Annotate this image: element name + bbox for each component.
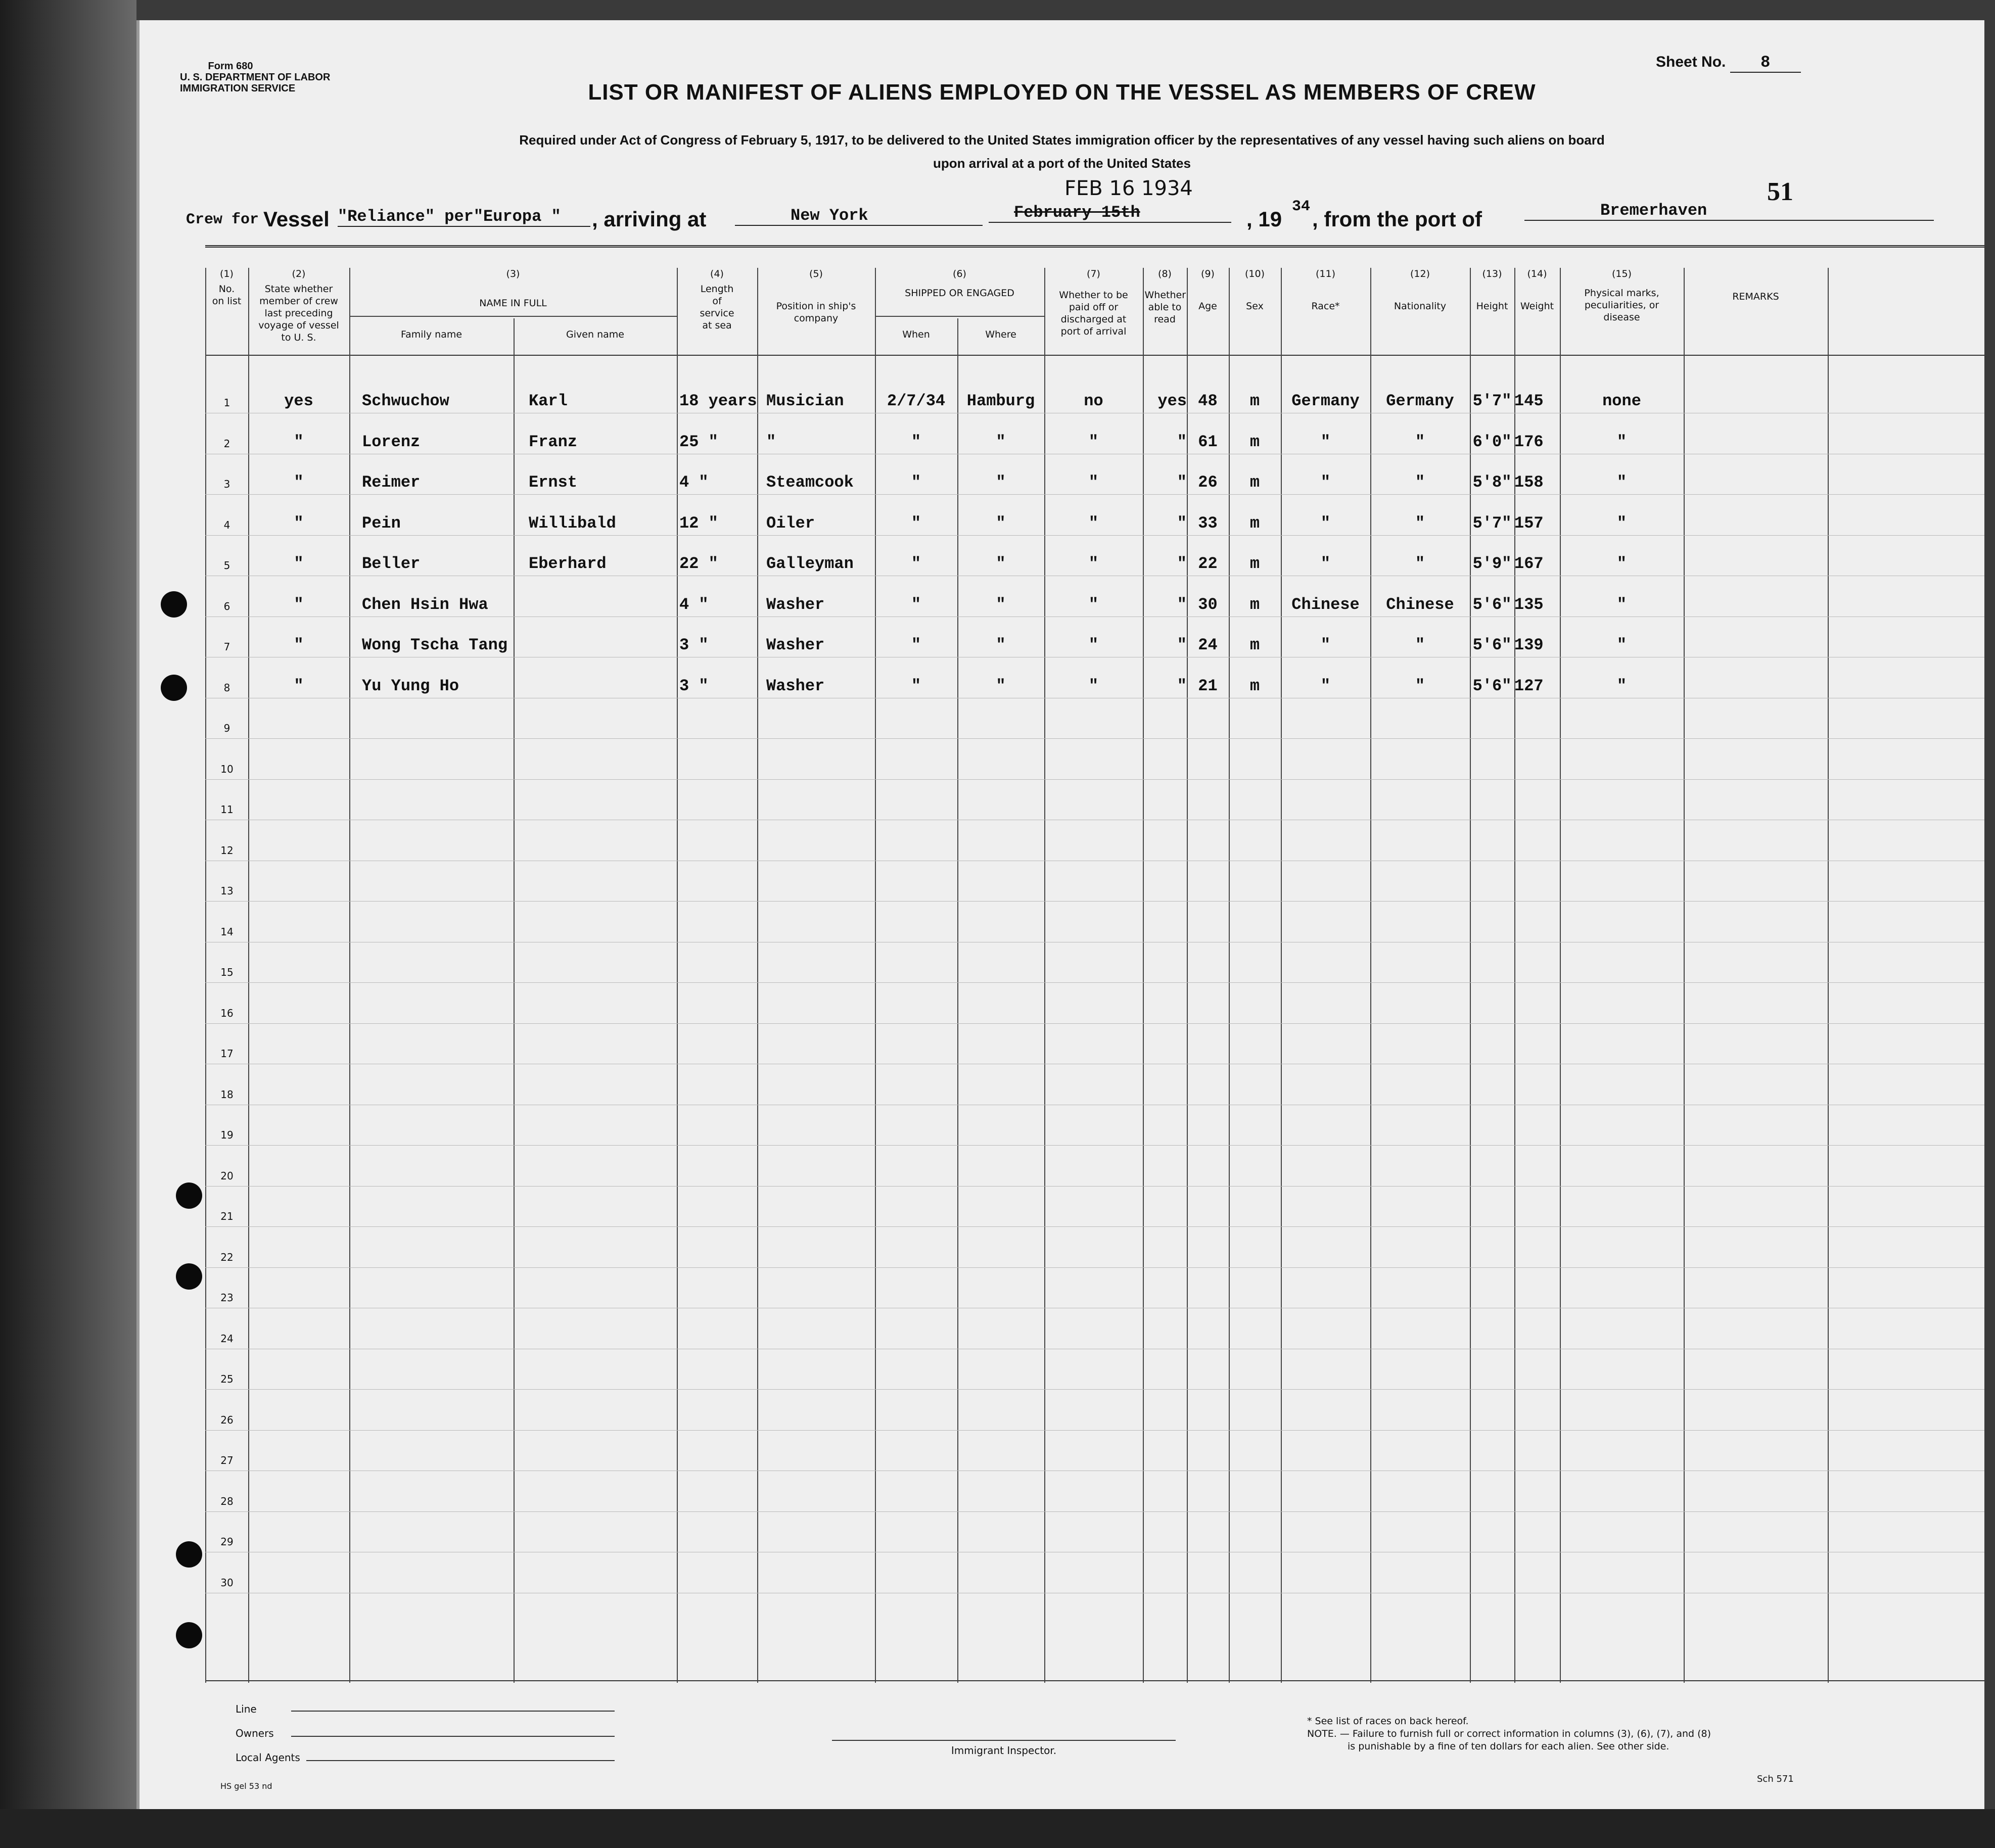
row-number: 14 (220, 925, 234, 938)
vessel-label: Vessel (263, 207, 330, 231)
year-value: 34 (1292, 198, 1311, 215)
height-cell: 5'6" (1472, 636, 1512, 654)
age-cell: 21 (1198, 676, 1218, 695)
col5-header (757, 268, 875, 324)
col9-header (1187, 268, 1229, 312)
race-cell: " (1320, 676, 1331, 695)
col5-label: Position in ship's company (776, 301, 856, 324)
row-number: 18 (220, 1088, 234, 1101)
col3-number: (3) (506, 268, 520, 279)
service-length-cell: 3 " (679, 636, 709, 654)
family-name-header: Family name (400, 329, 462, 340)
physical-marks-cell: " (1616, 473, 1627, 492)
shipped-subheader-rule (875, 316, 1044, 317)
shipped-where-cell: " (996, 432, 1006, 451)
row-number: 9 (223, 722, 230, 734)
year-prefix: , 19 (1246, 207, 1282, 231)
col11-header (1281, 268, 1370, 312)
row-number: 8 (223, 681, 230, 694)
given-name-header: Given name (566, 329, 624, 340)
shipped-when-cell: " (911, 595, 921, 614)
table-top-border (205, 245, 1984, 246)
able-to-read-cell: " (1177, 636, 1187, 654)
sex-cell: m (1249, 636, 1260, 654)
paid-off-cell: " (1088, 554, 1099, 573)
shipped-when-cell: " (911, 432, 921, 451)
owners-label: Owners (236, 1727, 274, 1739)
row-number: 15 (220, 966, 234, 978)
given-name-cell: Franz (529, 432, 578, 451)
scan-margin-bottom (0, 1809, 1995, 1848)
family-name-cell: Pein (362, 513, 401, 533)
crew-status-cell: " (294, 432, 304, 451)
nationality-cell: " (1415, 432, 1425, 451)
punch-hole (176, 1622, 202, 1648)
col14-label: Weight (1520, 301, 1554, 312)
physical-marks-cell: " (1616, 595, 1627, 614)
row-number: 5 (223, 559, 230, 572)
paid-off-cell: " (1088, 432, 1099, 451)
position-cell: Musician (766, 392, 844, 410)
weight-cell: 158 (1514, 473, 1544, 492)
height-cell: 5'7" (1472, 513, 1512, 533)
row-rule (205, 1186, 1984, 1187)
shipped-where-cell: " (996, 636, 1006, 654)
shipped-when-cell: 2/7/34 (887, 392, 946, 410)
shipped-when-cell: " (911, 513, 921, 533)
row-number: 12 (220, 844, 234, 857)
punch-hole (176, 1182, 202, 1209)
paid-off-cell: no (1084, 392, 1103, 410)
col9-label: Age (1198, 301, 1217, 312)
service-length-cell: 25 " (679, 432, 718, 451)
row-number: 1 (223, 397, 230, 409)
col12-header (1370, 268, 1470, 312)
subtitle-line-2: upon arrival at a port of the United States (933, 156, 1191, 171)
col11-number: (11) (1315, 268, 1335, 279)
nationality-cell: " (1415, 554, 1425, 573)
col15-number: (15) (1611, 268, 1632, 279)
col1-header (205, 268, 248, 307)
race-cell: " (1320, 473, 1331, 492)
paid-off-cell: " (1088, 636, 1099, 654)
col5-number: (5) (809, 268, 823, 279)
sex-cell: m (1249, 595, 1260, 614)
vessel-value: "Reliance" per"Europa " (338, 207, 590, 227)
shipped-when-cell: " (911, 554, 921, 573)
col13-header (1470, 268, 1514, 312)
crew-status-cell: yes (284, 392, 313, 410)
service-length-cell: 4 " (679, 473, 709, 492)
name-subheader-rule (349, 316, 677, 317)
row-rule (205, 535, 1984, 536)
row-number: 22 (220, 1251, 234, 1263)
given-name-cell: Karl (529, 392, 568, 410)
service-length-cell: 18 years (679, 392, 757, 410)
physical-marks-cell: none (1602, 392, 1641, 410)
able-to-read-cell: " (1177, 676, 1187, 695)
col12-label: Nationality (1394, 301, 1447, 312)
row-rule (205, 901, 1984, 902)
sex-cell: m (1249, 392, 1260, 410)
shipped-when-cell: " (911, 676, 921, 695)
row-rule (205, 1389, 1984, 1390)
row-rule (205, 1023, 1984, 1024)
col15-label: Physical marks, peculiarities, or disease (1584, 288, 1659, 323)
punch-hole (161, 675, 187, 701)
row-number: 6 (223, 600, 230, 612)
age-cell: 26 (1198, 473, 1218, 492)
sex-cell: m (1249, 473, 1260, 492)
when-header: When (902, 329, 930, 340)
age-cell: 48 (1198, 392, 1218, 410)
shipped-where-cell: " (996, 473, 1006, 492)
physical-marks-cell: " (1616, 432, 1627, 451)
sex-cell: m (1249, 513, 1260, 533)
sheet-number-field (1656, 53, 1801, 73)
col7-label: Whether to be paid off or discharged at port of arrival (1059, 290, 1128, 337)
arriving-label: , arriving at (592, 207, 707, 231)
subtitle-line-1: Required under Act of Congress of February 5, 1917, to be delivered to the United States immigration officer by the representatives of any vessel having such aliens on board (519, 132, 1605, 148)
shipped-when-cell: " (911, 636, 921, 654)
height-cell: 5'7" (1472, 392, 1512, 410)
sex-cell: m (1249, 432, 1260, 451)
race-cell: " (1320, 513, 1331, 533)
inspector-signature-line (832, 1740, 1176, 1741)
col6-label: SHIPPED OR ENGAGED (905, 288, 1014, 299)
row-number: 3 (223, 478, 230, 490)
race-cell: " (1320, 432, 1331, 451)
col10-header (1229, 268, 1281, 312)
crew-for-label: Crew for (186, 211, 259, 228)
row-number: 10 (220, 763, 234, 775)
physical-marks-cell: " (1616, 676, 1627, 695)
height-cell: 5'9" (1472, 554, 1512, 573)
position-cell: " (766, 432, 776, 451)
race-cell: Chinese (1291, 595, 1360, 614)
crew-status-cell: " (294, 513, 304, 533)
row-rule (205, 1145, 1984, 1146)
row-number: 25 (220, 1373, 234, 1385)
punch-hole (176, 1541, 202, 1568)
schedule-code: Sch 571 (1757, 1774, 1794, 1784)
col10-number: (10) (1244, 268, 1265, 279)
weight-cell: 135 (1514, 595, 1544, 614)
height-cell: 5'8" (1472, 473, 1512, 492)
inspector-label: Immigrant Inspector. (951, 1744, 1057, 1757)
from-port-value: Bremerhaven (1524, 201, 1934, 221)
row-rule (205, 1226, 1984, 1227)
col2-header (248, 268, 349, 344)
col13-label: Height (1476, 301, 1508, 312)
row-number: 19 (220, 1129, 234, 1141)
penalty-note-2: is punishable by a fine of ten dollars for each alien. See other side. (1348, 1741, 1669, 1752)
nationality-cell: " (1415, 473, 1425, 492)
family-name-cell: Beller (362, 554, 421, 573)
weight-cell: 145 (1514, 392, 1544, 410)
col8-number: (8) (1158, 268, 1172, 279)
col14-number: (14) (1527, 268, 1547, 279)
table-top-border (205, 247, 1984, 248)
row-number: 17 (220, 1048, 234, 1060)
physical-marks-cell: " (1616, 513, 1627, 533)
row-number: 16 (220, 1007, 234, 1019)
crew-status-cell: " (294, 473, 304, 492)
remarks-header: REMARKS (1732, 291, 1779, 302)
age-cell: 24 (1198, 636, 1218, 654)
col4-label: Length of service at sea (700, 283, 734, 331)
local-agents-label: Local Agents (236, 1751, 300, 1764)
family-name-cell: Yu Yung Ho (362, 676, 459, 695)
service-length-cell: 4 " (679, 595, 709, 614)
row-number: 27 (220, 1454, 234, 1466)
shipped-where-cell: " (996, 554, 1006, 573)
paid-off-cell: " (1088, 473, 1099, 492)
form-number: Form 680 (208, 61, 253, 72)
sex-cell: m (1249, 554, 1260, 573)
nationality-cell: Germany (1386, 392, 1454, 410)
punch-hole (161, 591, 187, 618)
paid-off-cell: " (1088, 676, 1099, 695)
given-name-cell: Eberhard (529, 554, 607, 573)
col8-label: Whether able to read (1144, 290, 1186, 325)
col2-label: State whether member of crew last preceding voyage of vessel to U. S. (258, 283, 339, 343)
col4-number: (4) (710, 268, 724, 279)
shipped-where-cell: Hamburg (966, 392, 1035, 410)
arrival-date: February 15th (989, 203, 1231, 223)
row-number: 28 (220, 1495, 234, 1507)
col7-number: (7) (1087, 268, 1100, 279)
crew-status-cell: " (294, 636, 304, 654)
height-cell: 5'6" (1472, 595, 1512, 614)
nationality-cell: " (1415, 636, 1425, 654)
crew-status-cell: " (294, 554, 304, 573)
height-cell: 5'6" (1472, 676, 1512, 695)
col8-header (1143, 268, 1187, 325)
family-name-cell: Wong Tscha Tang (362, 636, 508, 654)
col3-label: NAME IN FULL (479, 298, 547, 309)
age-cell: 30 (1198, 595, 1218, 614)
sheet-number: 8 (1730, 53, 1801, 73)
nationality-cell: Chinese (1386, 595, 1454, 614)
shipped-where-cell: " (996, 676, 1006, 695)
row-rule (205, 494, 1984, 495)
col15-header (1560, 268, 1684, 323)
race-cell: " (1320, 554, 1331, 573)
row-number: 11 (220, 803, 234, 816)
row-number: 20 (220, 1169, 234, 1182)
position-cell: Oiler (766, 513, 815, 533)
shipped-where-cell: " (996, 595, 1006, 614)
given-name-cell: Ernst (529, 473, 578, 492)
sex-cell: m (1249, 676, 1260, 695)
crew-status-cell: " (294, 676, 304, 695)
service-length-cell: 3 " (679, 676, 709, 695)
col1-label: No. on list (212, 283, 242, 307)
where-header: Where (985, 329, 1016, 340)
row-number: 13 (220, 885, 234, 897)
col2-number: (2) (292, 268, 306, 279)
crew-status-cell: " (294, 595, 304, 614)
position-cell: Washer (766, 595, 825, 614)
physical-marks-cell: " (1616, 636, 1627, 654)
able-to-read-cell: " (1177, 432, 1187, 451)
agents-signature-line (306, 1760, 615, 1761)
print-code: HS gel 53 nd (220, 1781, 272, 1791)
row-number: 24 (220, 1332, 234, 1345)
scan-margin-left (0, 0, 136, 1848)
position-cell: Washer (766, 676, 825, 695)
row-number: 7 (223, 641, 230, 653)
given-name-cell: Willibald (529, 513, 616, 533)
position-cell: Steamcook (766, 473, 854, 492)
position-cell: Washer (766, 636, 825, 654)
department-name: U. S. DEPARTMENT OF LABOR (180, 72, 331, 83)
row-number: 29 (220, 1536, 234, 1548)
header-bottom-border (205, 355, 1984, 356)
weight-cell: 127 (1514, 676, 1544, 695)
col-divider (514, 318, 515, 1683)
able-to-read-cell: " (1177, 554, 1187, 573)
service-length-cell: 12 " (679, 513, 718, 533)
row-rule (205, 1430, 1984, 1431)
arriving-value: New York (735, 206, 983, 226)
manifest-sheet (136, 20, 1984, 1809)
col14-header (1514, 268, 1560, 312)
line-label: Line (236, 1703, 257, 1715)
page-title: LIST OR MANIFEST OF ALIENS EMPLOYED ON THE VESSEL AS MEMBERS OF CREW (588, 80, 1536, 105)
penalty-note-1: NOTE. — Failure to furnish full or correct information in columns (3), (6), (7), and (8) (1307, 1728, 1711, 1739)
able-to-read-cell: " (1177, 513, 1187, 533)
paid-off-cell: " (1088, 595, 1099, 614)
race-cell: " (1320, 636, 1331, 654)
col6-number: (6) (953, 268, 966, 279)
weight-cell: 176 (1514, 432, 1544, 451)
col4-header (677, 268, 757, 331)
family-name-cell: Lorenz (362, 432, 421, 451)
col13-number: (13) (1482, 268, 1502, 279)
row-number: 30 (220, 1576, 234, 1589)
sheet-label: Sheet No. (1656, 54, 1726, 70)
row-number: 26 (220, 1413, 234, 1426)
table-bottom-border (205, 1680, 1984, 1681)
row-number: 23 (220, 1292, 234, 1304)
row-rule (205, 738, 1984, 739)
row-number: 2 (223, 437, 230, 450)
weight-cell: 139 (1514, 636, 1544, 654)
races-note: * See list of races on back hereof. (1307, 1716, 1469, 1727)
date-stamp: FEB 16 1934 (1064, 177, 1193, 200)
age-cell: 61 (1198, 432, 1218, 451)
col7-header (1044, 268, 1143, 338)
weight-cell: 157 (1514, 513, 1544, 533)
race-cell: Germany (1291, 392, 1360, 410)
service-length-cell: 22 " (679, 554, 718, 573)
able-to-read-cell: " (1177, 595, 1187, 614)
punch-hole (176, 1263, 202, 1290)
physical-marks-cell: " (1616, 554, 1627, 573)
height-cell: 6'0" (1472, 432, 1512, 451)
col10-label: Sex (1246, 301, 1264, 312)
from-port-label: , from the port of (1312, 207, 1482, 231)
row-rule (205, 779, 1984, 780)
service-name: IMMIGRATION SERVICE (180, 83, 296, 94)
able-to-read-cell: " (1177, 473, 1187, 492)
row-number: 4 (223, 518, 230, 531)
age-cell: 22 (1198, 554, 1218, 573)
col6-header (875, 268, 1044, 299)
line-signature-line (291, 1711, 615, 1712)
family-name-cell: Reimer (362, 473, 421, 492)
page-corner-number: 51 (1767, 177, 1793, 206)
owners-signature-line (291, 1736, 615, 1737)
row-rule (205, 1267, 1984, 1268)
able-to-read-cell: yes (1157, 392, 1187, 410)
nationality-cell: " (1415, 513, 1425, 533)
row-rule (205, 1511, 1984, 1512)
col12-number: (12) (1410, 268, 1430, 279)
nationality-cell: " (1415, 676, 1425, 695)
paid-off-cell: " (1088, 513, 1099, 533)
family-name-cell: Chen Hsin Hwa (362, 595, 488, 614)
family-name-cell: Schwuchow (362, 392, 449, 410)
shipped-when-cell: " (911, 473, 921, 492)
row-number: 21 (220, 1210, 234, 1222)
row-rule (205, 982, 1984, 983)
age-cell: 33 (1198, 513, 1218, 533)
col3-header (349, 268, 677, 309)
shipped-where-cell: " (996, 513, 1006, 533)
weight-cell: 167 (1514, 554, 1544, 573)
col11-label: Race* (1311, 301, 1340, 312)
col1-number: (1) (220, 268, 234, 279)
col9-number: (9) (1201, 268, 1215, 279)
position-cell: Galleyman (766, 554, 854, 573)
